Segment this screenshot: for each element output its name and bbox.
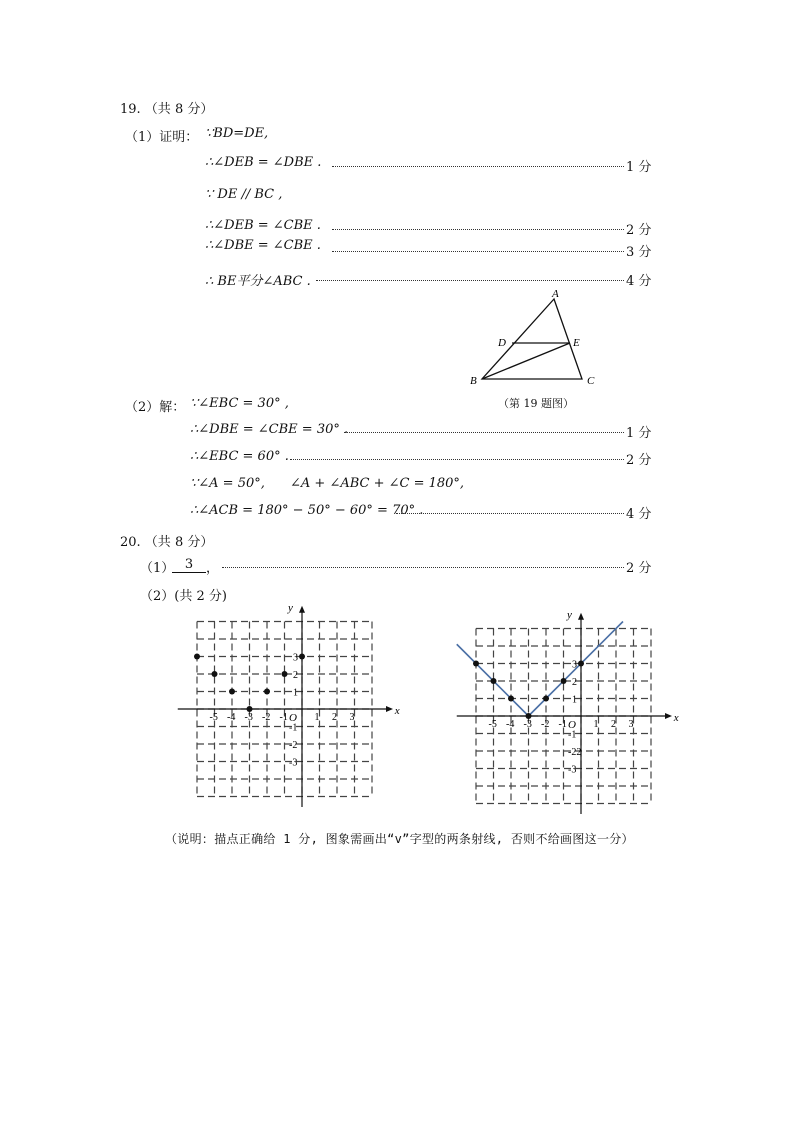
x-tick-label: 2	[332, 712, 337, 723]
x-tick-label: -2	[262, 712, 271, 723]
y-tick-label: 3	[293, 652, 298, 664]
x-tick-label: -2	[541, 719, 550, 730]
origin-label: O	[289, 712, 297, 724]
x-axis-label: x	[394, 705, 400, 717]
q19-part2-label: （2）解：	[125, 400, 186, 415]
x-tick-label: 1	[593, 719, 599, 730]
plotted-point	[194, 654, 200, 660]
y-axis-arrow	[299, 606, 305, 613]
x-tick-label: 1	[314, 712, 320, 723]
y-tick-label: -2	[289, 740, 298, 751]
q19-p2-line3: ∴∠EBC = 60° .	[190, 449, 289, 464]
q19-p2-line1: ∵∠EBC = 30° ,	[190, 396, 289, 411]
q20-answer-blank: 3	[172, 557, 206, 573]
triangle-figure	[460, 285, 610, 390]
label-b: B	[470, 375, 477, 387]
y-tick-label: 2	[572, 677, 577, 688]
x-tick-label: -4	[506, 719, 515, 730]
q20-comma: ，	[206, 561, 220, 576]
label-d: D	[498, 337, 506, 349]
q20-note: （说明：描点正确给 1 分, 图象需画出“v”字型的两条射线, 否则不给画图这一分）	[165, 832, 634, 846]
q20-p1-score: 2 分	[626, 561, 652, 576]
dotted-leader	[332, 251, 624, 252]
dotted-leader	[290, 459, 624, 460]
plotted-point	[229, 689, 235, 695]
plotted-point	[578, 661, 584, 667]
x-tick-label: 2	[611, 719, 616, 730]
dotted-leader	[316, 280, 624, 281]
y-tick-label: 2	[293, 670, 298, 681]
q19-p2-line5: ∠A + ∠ABC + ∠C = 180°,	[290, 476, 465, 491]
y-tick-label: 1	[572, 694, 577, 706]
q19-p1-score3: 3 分	[626, 245, 652, 260]
x-axis-arrow	[665, 713, 672, 719]
y-tick-label: 1	[293, 687, 298, 699]
y-tick-label: 3	[572, 659, 577, 671]
dotted-leader	[332, 229, 624, 230]
x-tick-label: -5	[488, 719, 497, 730]
y-axis-arrow	[578, 613, 584, 620]
segment-be	[482, 343, 570, 379]
q19-p2-score3: 4 分	[626, 507, 652, 522]
dotted-leader	[396, 513, 624, 514]
y-tick-label: -1	[289, 722, 298, 734]
x-tick-label: -3	[244, 712, 253, 723]
x-tick-label: -5	[209, 712, 218, 723]
q19-header: 19. （共 8 分）	[120, 102, 214, 117]
label-e: E	[573, 337, 580, 349]
plotted-point	[212, 671, 218, 677]
q19-p1-line1: ∵BD=DE,	[205, 126, 269, 141]
dotted-leader	[222, 567, 624, 568]
q19-p1-line5: ∴∠DBE = ∠CBE .	[205, 238, 321, 253]
dotted-leader	[344, 432, 624, 433]
x-tick-label: -4	[227, 712, 236, 723]
graph-left-points	[178, 590, 400, 810]
plotted-point	[561, 678, 567, 684]
q19-p1-score1: 1 分	[626, 160, 652, 175]
q19-p2-score1: 1 分	[626, 426, 652, 441]
x-tick-label: -3	[523, 719, 532, 730]
plotted-point	[299, 654, 305, 660]
q19-p2-score2: 2 分	[626, 453, 652, 468]
plotted-point	[264, 689, 270, 695]
x-tick-label: -1	[558, 719, 567, 730]
q19-p2-line6: ∴∠ACB = 180° − 50° − 60° = 70° .	[190, 503, 424, 518]
triangle-abc	[482, 299, 582, 379]
x-axis-label: x	[673, 712, 679, 724]
q20-part2-label: （2）(共 2 分)	[140, 589, 227, 604]
q19-p1-line3: ∵ DE // BC ,	[205, 187, 283, 202]
y-tick-label: -22	[568, 747, 582, 758]
plotted-point	[473, 661, 479, 667]
x-axis-arrow	[386, 706, 393, 712]
x-tick-label: 3	[349, 712, 355, 723]
plotted-point	[508, 696, 514, 702]
plotted-point	[491, 678, 497, 684]
q20-header: 20. （共 8 分）	[120, 535, 214, 550]
y-tick-label: -1	[568, 729, 577, 741]
y-axis-label: y	[288, 602, 293, 614]
q19-p2-line2: ∴∠DBE = ∠CBE = 30° .	[190, 422, 349, 437]
q19-p1-score4: 4 分	[626, 274, 652, 289]
plotted-point	[543, 696, 549, 702]
plotted-point	[282, 671, 288, 677]
plotted-point	[247, 706, 253, 712]
plotted-point	[526, 713, 532, 719]
y-tick-label: -3	[289, 757, 298, 769]
q19-p1-line6: ∴ BE平分∠ABC .	[205, 274, 311, 289]
graph-right-v-shape	[455, 592, 679, 817]
label-c: C	[587, 375, 595, 387]
x-tick-label: -1	[279, 712, 288, 723]
y-tick-label: -3	[568, 764, 577, 776]
dotted-leader	[332, 166, 624, 167]
q19-p1-score2: 2 分	[626, 223, 652, 238]
q20-part1-label: （1）	[140, 561, 175, 576]
q19-part1-label: （1）证明：	[125, 130, 199, 145]
origin-label: O	[568, 719, 576, 731]
q19-p1-line4: ∴∠DEB = ∠CBE .	[205, 218, 321, 233]
q19-p1-line2: ∴∠DEB = ∠DBE .	[205, 155, 322, 170]
q19-p2-line4: ∵∠A = 50°,	[190, 476, 265, 491]
label-a: A	[552, 288, 559, 300]
figure-caption: （第 19 题图）	[498, 397, 574, 410]
x-tick-label: 3	[628, 719, 634, 730]
y-axis-label: y	[567, 609, 572, 621]
